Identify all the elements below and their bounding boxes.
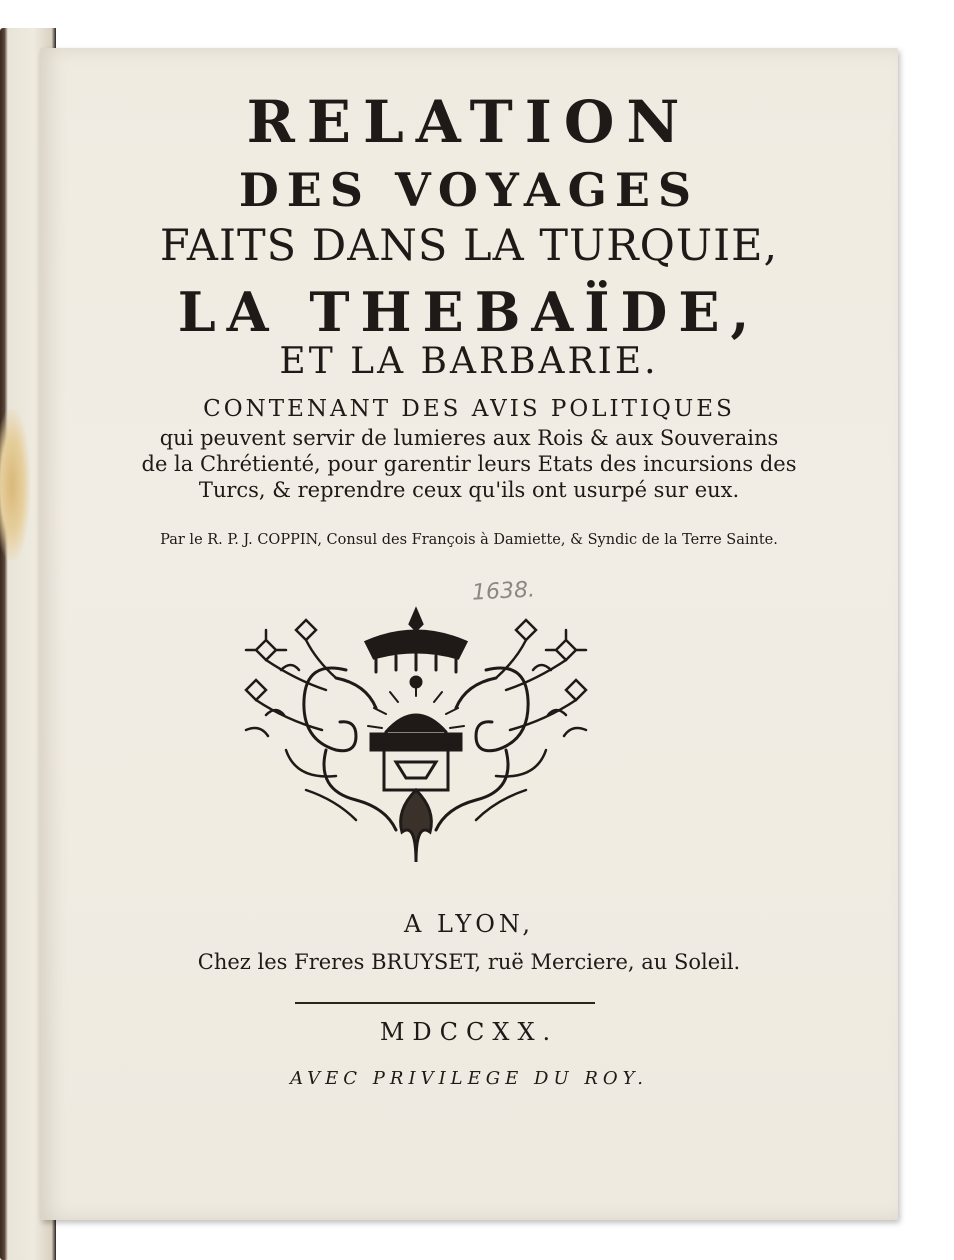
subtitle-line-4: Turcs, & reprendre ceux qu'ils ont usurpé sur eux. xyxy=(198,478,740,502)
title-line-3: FAITS DANS LA TURQUIE, xyxy=(159,221,779,271)
handwritten-date-note: 1638. xyxy=(471,577,536,606)
privilege-line: AVEC PRIVILEGE DU ROY. xyxy=(290,1068,648,1089)
imprint-year: MDCCXX. xyxy=(379,1018,559,1046)
author-line: Par le R. P. J. COPPIN, Consul des François à Damiette, & Syndic de la Terre Sainte. xyxy=(160,532,778,548)
divider-rule xyxy=(295,1002,595,1004)
subtitle-line-3: de la Chrétienté, pour garentir leurs Etats des incursions des xyxy=(141,452,797,476)
title-line-4: LA THEBAÏDE, xyxy=(177,280,761,344)
subtitle-heading: CONTENANT DES AVIS POLITIQUES xyxy=(203,396,735,422)
title-line-5: ET LA BARBARIE. xyxy=(279,341,659,382)
title-line-2: DES VOYAGES xyxy=(238,163,700,217)
imprint-city: A LYON, xyxy=(404,910,534,938)
ornament-icon xyxy=(226,600,606,870)
subtitle-line-2: qui peuvent servir de lumieres aux Rois & aux Souverains xyxy=(159,426,779,450)
title-line-1: RELATION xyxy=(246,88,692,156)
imprint-publisher: Chez les Freres BRUYSET, ruë Merciere, au Soleil. xyxy=(197,950,741,974)
title-page xyxy=(40,48,898,1220)
paper-stain xyxy=(0,410,30,560)
